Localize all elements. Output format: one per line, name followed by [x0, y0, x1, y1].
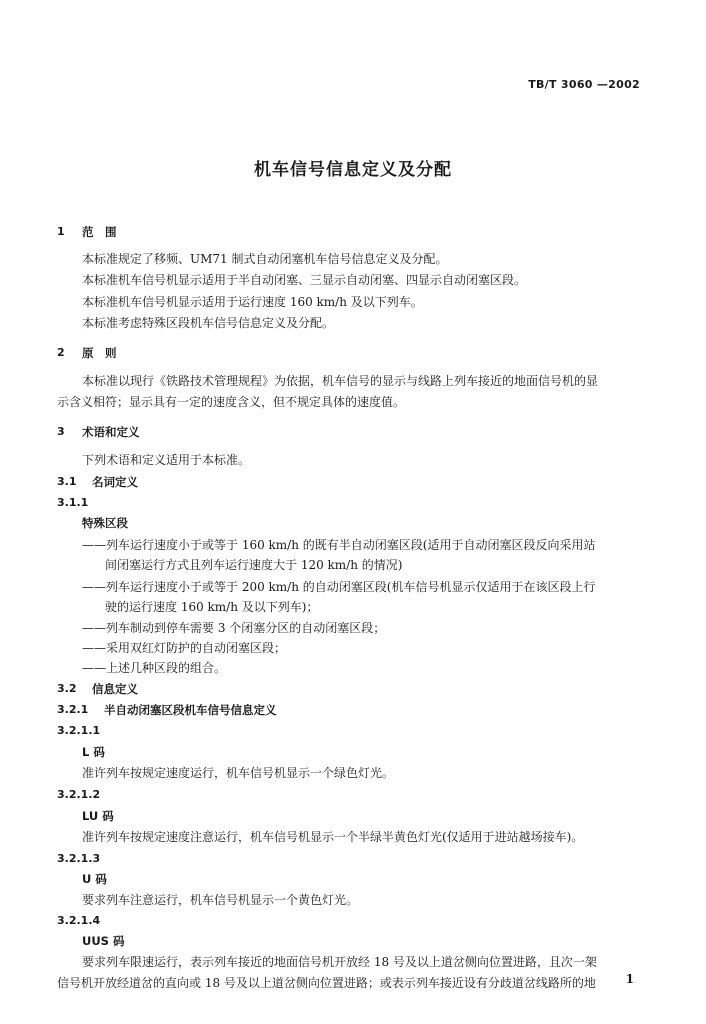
paragraph-line: 要求列车限速运行，表示列车接近的地面信号机开放经 18 号及以上道岔侧向位置进路，且次一架: [82, 955, 597, 969]
page-number: 1: [625, 972, 634, 986]
definition-line: 间闭塞运行方式且列车运行速度大于 120 km/h 的情况): [105, 558, 403, 572]
paragraph-line: 下列术语和定义适用于本标准。: [82, 453, 251, 467]
page-title: 机车信号信息定义及分配: [254, 160, 452, 180]
paragraph-line: 示含义相符；显示具有一定的速度含义，但不规定具体的速度值。: [57, 395, 406, 409]
clause-number: 3.1: [57, 475, 77, 488]
code-heading: LU 码: [82, 809, 114, 823]
paragraph-line: 本标准以现行《铁路技术管理规程》为依据，机车信号的显示与线路上列车接近的地面信号机的显: [82, 374, 599, 388]
clause-heading: 半自动闭塞区段机车信号信息定义: [104, 703, 277, 717]
clause-number: 3.2.1.4: [57, 914, 101, 927]
paragraph-line: 信号机开放经道岔的直向或 18 号及以上道岔侧向位置进路；或表示列车接近设有分歧道岔线路所的地: [57, 976, 596, 990]
definition-line: ——列车制动到停车需要 3 个闭塞分区的自动闭塞区段；: [82, 621, 386, 635]
clause-number: 3.1.1: [57, 496, 89, 509]
section-number: 1: [57, 225, 65, 238]
clause-number: 3.2.1: [57, 703, 89, 716]
clause-number: 3.2.1.2: [57, 788, 101, 801]
term-heading: 特殊区段: [82, 516, 128, 530]
section-heading: 术语和定义: [82, 425, 140, 439]
code-heading: L 码: [82, 745, 105, 759]
paragraph-line: 准许列车按规定速度注意运行，机车信号机显示一个半绿半黄色灯光(仅适用于进站越场接车)。: [82, 830, 584, 844]
paragraph-line: 本标准机车信号机显示适用于运行速度 160 km/h 及以下列车。: [82, 295, 423, 309]
clause-heading: 名词定义: [92, 475, 138, 489]
definition-line: ——列车运行速度小于或等于 160 km/h 的既有半自动闭塞区段(适用于自动闭塞区段反向采用站: [82, 538, 596, 552]
section-number: 3: [57, 425, 65, 438]
paragraph-line: 要求列车注意运行，机车信号机显示一个黄色灯光。: [82, 893, 359, 907]
paragraph-line: 本标准规定了移频、UM71 制式自动闭塞机车信号信息定义及分配。: [82, 252, 448, 266]
standard-code: TB/T 3060 —2002: [528, 78, 640, 91]
clause-number: 3.2.1.1: [57, 724, 101, 737]
paragraph-line: 本标准考虑特殊区段机车信号信息定义及分配。: [82, 316, 335, 330]
clause-number: 3.2: [57, 682, 77, 695]
paragraph-line: 准许列车按规定速度运行，机车信号机显示一个绿色灯光。: [82, 766, 395, 780]
code-heading: U 码: [82, 872, 107, 886]
definition-line: 驶的运行速度 160 km/h 及以下列车)；: [105, 600, 319, 614]
definition-line: ——采用双红灯防护的自动闭塞区段；: [82, 641, 287, 655]
section-number: 2: [57, 346, 65, 359]
section-heading: 原 则: [82, 346, 117, 360]
section-heading: 范 围: [82, 225, 117, 239]
clause-number: 3.2.1.3: [57, 852, 101, 865]
definition-line: ——列车运行速度小于或等于 200 km/h 的自动闭塞区段(机车信号机显示仅适用于在该区段上行: [82, 580, 596, 594]
definition-line: ——上述几种区段的组合。: [82, 661, 227, 675]
paragraph-line: 本标准机车信号机显示适用于半自动闭塞、三显示自动闭塞、四显示自动闭塞区段。: [82, 273, 527, 287]
code-heading: UUS 码: [82, 934, 125, 948]
clause-heading: 信息定义: [92, 682, 138, 696]
